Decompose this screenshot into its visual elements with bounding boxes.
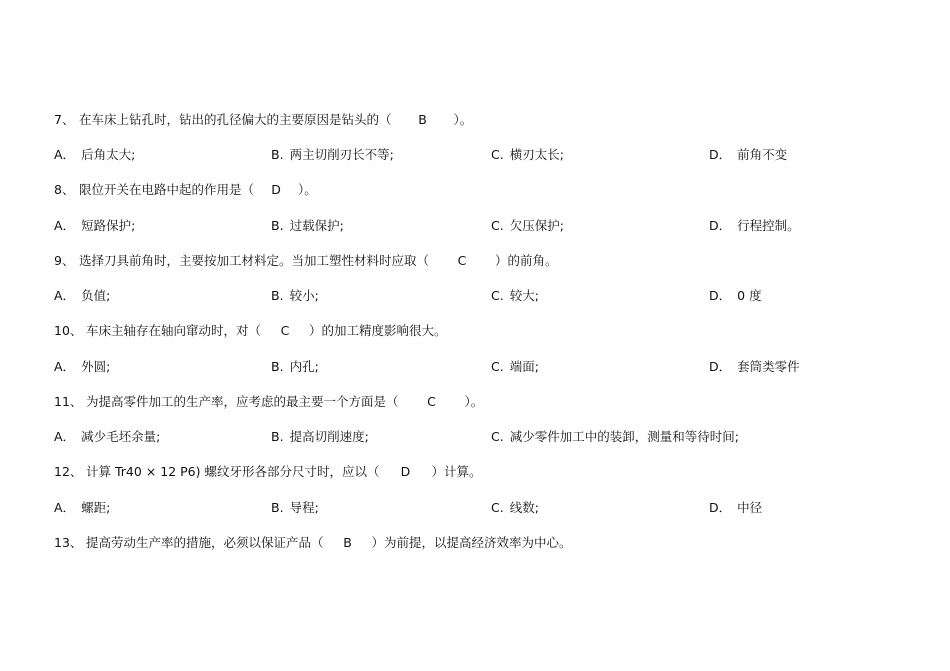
option-a: A． 负值; xyxy=(54,288,111,303)
question-text: 在车床上钻孔时，钻出的孔径偏大的主要原因是钻头的（ B ）。 xyxy=(79,110,472,130)
question-13 xyxy=(0,533,950,553)
answer-letter: C xyxy=(427,394,436,409)
question-text: 选择刀具前角时，主要按加工材料定。当加工塑性材料时应取（ C ）的前角。 xyxy=(79,251,558,271)
option-d: D． 套筒类零件 xyxy=(709,359,800,374)
question-11 xyxy=(0,392,950,412)
answer-letter: B xyxy=(418,112,427,127)
option-d: D． 行程控制。 xyxy=(709,218,800,233)
option-b: B. 两主切削刃长不等; xyxy=(271,147,394,162)
option-c: C. 减少零件加工中的装卸，测量和等待时间; xyxy=(491,429,739,444)
option-d: D． 中径 xyxy=(709,500,763,515)
question-8 xyxy=(0,180,950,200)
option-b: B. 导程; xyxy=(271,500,319,515)
question-12 xyxy=(0,462,950,482)
options-7 xyxy=(0,145,950,165)
options-8 xyxy=(0,216,950,236)
option-b: B. 过载保护; xyxy=(271,218,344,233)
question-number: 13、 xyxy=(54,535,83,550)
option-a: A． 减少毛坯余量; xyxy=(54,429,161,444)
question-number: 12、 xyxy=(54,464,83,479)
question-number: 7、 xyxy=(54,112,75,127)
option-d: D． 0 度 xyxy=(709,288,762,303)
question-text: 车床主轴存在轴向窜动时，对（ C ）的加工精度影响很大。 xyxy=(86,321,447,341)
question-number: 9、 xyxy=(54,253,75,268)
options-11 xyxy=(0,427,950,447)
option-a: A． 短路保护; xyxy=(54,218,136,233)
question-10 xyxy=(0,321,950,341)
question-number: 8、 xyxy=(54,182,75,197)
question-7 xyxy=(0,110,950,130)
answer-letter: D xyxy=(400,464,411,479)
question-text: 计算 Tr40 × 12 P6) 螺纹牙形各部分尺寸时，应以（ D ）计算。 xyxy=(86,462,481,482)
option-b: B. 提高切削速度; xyxy=(271,429,369,444)
question-text: 限位开关在电路中起的作用是（ D ）。 xyxy=(79,180,317,200)
options-9 xyxy=(0,286,950,306)
answer-letter: B xyxy=(343,535,352,550)
option-a: A． 外圆; xyxy=(54,359,111,374)
option-c: C. 欠压保护; xyxy=(491,218,564,233)
option-b: B. 较小; xyxy=(271,288,319,303)
options-10 xyxy=(0,357,950,377)
answer-letter: D xyxy=(271,182,281,197)
question-text: 为提高零件加工的生产率，应考虑的最主要一个方面是（ C ）。 xyxy=(86,392,483,412)
question-number: 10、 xyxy=(54,323,83,338)
option-a: A． 螺距; xyxy=(54,500,111,515)
option-c: C. 线数; xyxy=(491,500,539,515)
option-b: B. 内孔; xyxy=(271,359,319,374)
answer-letter: C xyxy=(457,253,467,268)
question-number: 11、 xyxy=(54,394,83,409)
option-c: C. 横刃太长; xyxy=(491,147,564,162)
question-9 xyxy=(0,251,950,271)
options-12 xyxy=(0,498,950,518)
option-d: D． 前角不变 xyxy=(709,147,788,162)
option-a: A． 后角太大; xyxy=(54,147,136,162)
option-c: C. 较大; xyxy=(491,288,539,303)
question-text: 提高劳动生产率的措施，必须以保证产品（ B ）为前提，以提高经济效率为中心。 xyxy=(86,533,572,553)
answer-letter: C xyxy=(280,323,290,338)
option-c: C. 端面; xyxy=(491,359,539,374)
